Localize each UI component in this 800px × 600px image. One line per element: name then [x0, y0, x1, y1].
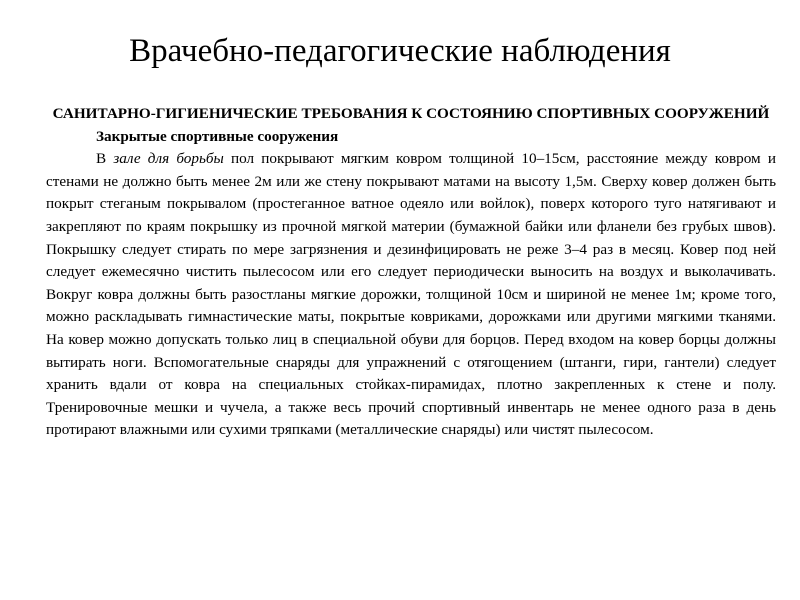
section-heading: САНИТАРНО-ГИГИЕНИЧЕСКИЕ ТРЕБОВАНИЯ К СОСТОЯНИЮ СПОРТИВНЫХ СООРУЖЕНИЙ — [52, 105, 770, 122]
paragraph-lead: В — [96, 150, 114, 168]
slide-title: Врачебно-педагогические наблюдения — [129, 33, 671, 69]
subheading: Закрытые спортивные сооружения — [96, 127, 339, 145]
body-paragraph — [46, 148, 776, 442]
emphasized-term: зале для борьбы — [113, 150, 224, 168]
paragraph-text: пол покрывают мягким ковром толщиной 10–15см, расстояние между ковром и стенами не должно быть менее 2м или же стену покрывают матами на высоту 1,5м. Сверху ковер должен быть покрыт стеганым покрывалом (простеганное ватное одеяло или войлок), поверх которого туго натягивают и закрепляют по краям покрышку из прочной мягкой материи (бумажной байки или фланели без грубых швов). Покрышку следует стирать по мере загрязнения и дезинфицировать не реже 3–4 раз в месяц. Ковер под ней следует ежемесячно чистить пылесосом или его следует периодически выносить на воздух и выколачивать. Вокруг ковра должны быть разостланы мягкие дорожки, толщиной 10см и шириной не менее 1м; кроме того, можно раскладывать гимнастические маты, покрытые ковриками, дорожками или другими мягкими тканями. На ковер можно допускать только лиц в специальной обуви для борцов. Перед входом на ковер борцы должны вытирать ноги. Вспомогательные снаряды для упражнений с отягощением (штанги, гири, гантели) следует хранить вдали от ковра на специальных стойках-пирамидах, плотно закрепленных к стене и полу. Тренировочные мешки и чучела, а также весь прочий спортивный инвентарь не менее одного раза в день протирают влажными или сухими тряпками (металлические снаряды) или чистят пылесосом. — [46, 150, 776, 439]
slide-content — [46, 103, 776, 442]
